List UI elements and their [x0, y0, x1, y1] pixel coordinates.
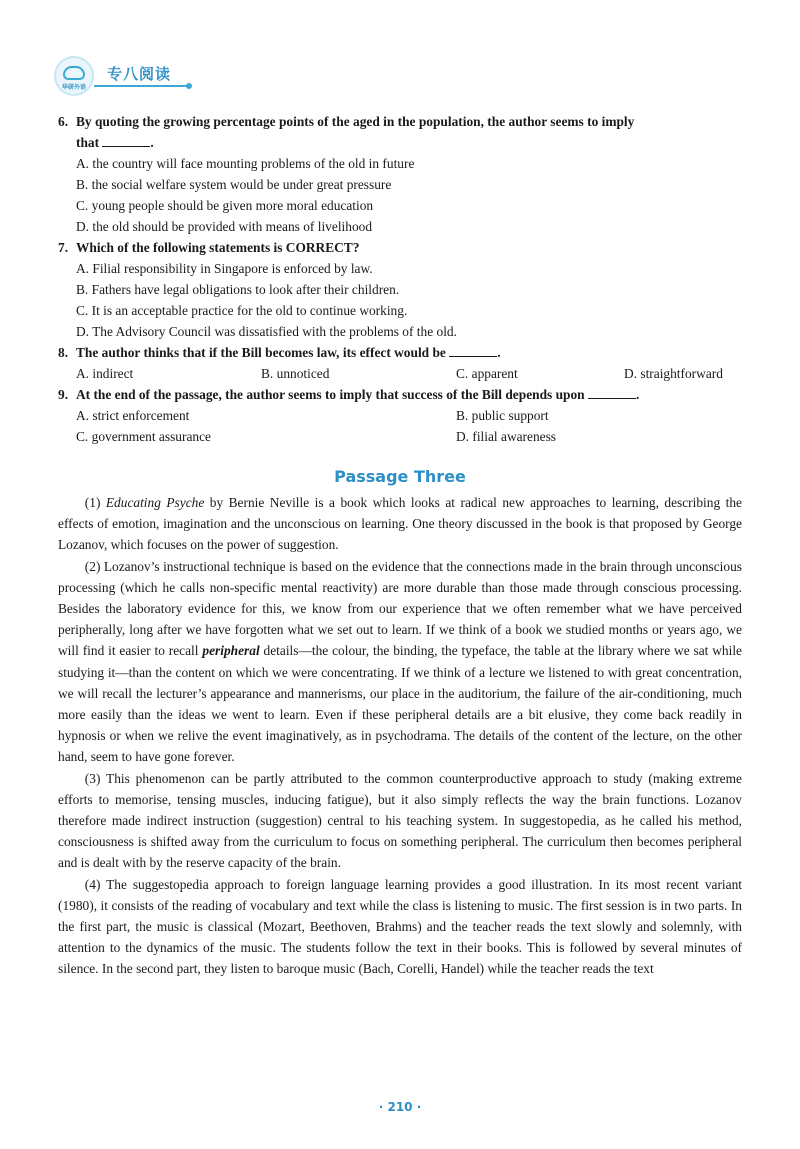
question-9 — [58, 384, 742, 447]
option-c: C. government assurance — [76, 429, 211, 444]
option-b: B. public support — [456, 408, 549, 423]
option-a: A. indirect — [76, 366, 134, 381]
question-number: 8. — [58, 345, 69, 360]
question-number: 7. — [58, 240, 69, 255]
cloud-icon — [63, 66, 85, 80]
question-stem: 9. At the end of the passage, the author seems to imply that success of the Bill depends upon . — [58, 384, 742, 405]
option-d: D. filial awareness — [456, 429, 557, 444]
options-row — [58, 426, 742, 447]
option-b: B. Fathers have legal obligations to look after their children. — [76, 282, 400, 297]
option-d: D. straightforward — [624, 366, 723, 381]
answer-blank — [102, 134, 150, 147]
option-b: B. unnoticed — [261, 366, 330, 381]
option-b: B. the social welfare system would be under great pressure — [76, 177, 392, 192]
header-dot — [186, 83, 192, 89]
question-7 — [58, 237, 742, 342]
option-a: A. strict enforcement — [76, 408, 190, 423]
question-stem: 8. The author thinks that if the Bill becomes law, its effect would be . — [58, 342, 742, 363]
question-6 — [58, 111, 742, 237]
option-c: C. apparent — [456, 366, 518, 381]
paragraph-2: (2) Lozanov’s instructional technique is based on the evidence that the connections made in the brain through unconscious processing (which he calls non-specific mental reactivity) are more durable than those made through conscious processing. Besides the laboratory evidence for this, we know from our experience that we often remember what we have perceived peripherally, long after we have forgotten what we set out to learn. If we think of a book we studied months or years ago, we will find it easier to recall peripheral details—the colour, the binding, the typeface, the table at the library where we sat while studying it—than the content on which we were concentrating. If we think of a lecture we listened to with great concentration, we will recall the lecturer’s appearance and mannerisms, our place in the auditorium, the failure of the air-conditioning, much more easily than the ideas we went to learn. Even if these peripheral details are a bit elusive, they come back readily in hypnosis or when we relive the event imaginatively, as in psychodrama. The details of the content of the lecture, on the other hand, seem to have gone forever. — [58, 558, 743, 765]
section-title: 专八阅读 — [107, 65, 172, 83]
question-8 — [58, 342, 742, 384]
option-d: D. the old should be provided with means of livelihood — [76, 219, 373, 234]
page-content — [58, 111, 742, 980]
emphasis-word: peripheral — [202, 643, 260, 659]
question-number: 6. — [58, 114, 69, 129]
answer-blank — [588, 386, 636, 399]
option-a: A. the country will face mounting problems of the old in future — [76, 156, 415, 171]
option-a: A. Filial responsibility in Singapore is enforced by law. — [76, 261, 373, 276]
paragraph-4: (4) The suggestopedia approach to foreign language learning provides a good illustration. In its most recent variant (1980), it consists of the reading of vocabulary and text while the class is listening to music. The first session is in two parts. In the first part, the music is classical (Mozart, Beethoven, Brahms) and the teacher reads the text slowly and solemnly, with attention to the dynamics of the music. The students follow the text in their books. This is followed by several minutes of silence. In the second part, they listen to baroque music (Bach, Corelli, Handel) while the teacher reads the text — [58, 876, 742, 977]
book-title: Educating Psyche — [105, 495, 205, 510]
options-row — [58, 363, 742, 384]
paragraph-1: (1) Educating Psyche by Bernie Neville is a book which looks at radical new approaches to learning, describing the effects of emotion, imagination and the unconscious on learning. One theory discussed in the book is that proposed by George Lozanov, which focuses on the power of suggestion. — [58, 495, 742, 553]
option-c: C. It is an acceptable practice for the old to continue working. — [76, 303, 408, 318]
page-header — [0, 0, 800, 100]
question-stem: 7. Which of the following statements is CORRECT? — [58, 237, 742, 258]
paragraph-3: (3) This phenomenon can be partly attributed to the common counterproductive approach to study (making extreme efforts to memorise, tensing muscles, inducing fatigue), but it also simply reflects the way the brain functions. Lozanov therefore made indirect instruction (suggestion) central to his teaching system. In suggestopedia, as he called his method, consciousness is shifted away from the curriculum to focus on something peripheral. The curriculum then becomes peripheral and is dealt with by the reserve capacity of the brain. — [58, 770, 742, 871]
option-c: C. young people should be given more moral education — [76, 198, 374, 213]
header-rule — [94, 85, 189, 87]
question-number: 9. — [58, 387, 69, 402]
option-d: D. The Advisory Council was dissatisfied with the problems of the old. — [76, 324, 457, 339]
question-stem: 6. By quoting the growing percentage points of the aged in the population, the author seems to imply — [58, 111, 742, 132]
answer-blank — [449, 344, 497, 357]
passage-title: Passage Three — [334, 467, 466, 486]
page-number: · 210 · — [378, 1100, 422, 1114]
options-row — [58, 405, 742, 426]
question-stem-cont: that . — [76, 135, 154, 150]
logo-text: 华研外语 — [61, 84, 86, 91]
logo — [54, 56, 94, 96]
